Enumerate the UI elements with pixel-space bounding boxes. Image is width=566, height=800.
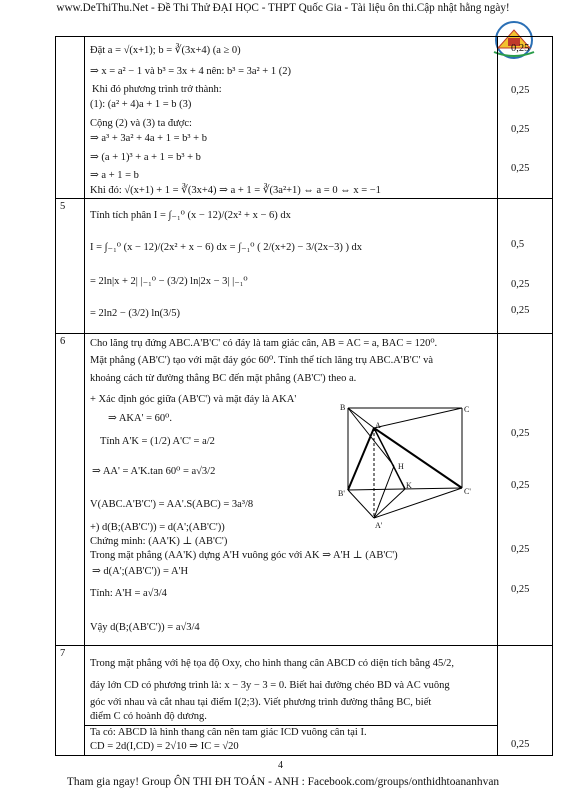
q6-problem-1: Cho lăng trụ đứng ABC.A'B'C' có đáy là tam giác cân, AB = AC = a, BAC = 120⁰. xyxy=(90,338,438,349)
q6-line-4: ⇒ AA' = A'K.tan 60⁰ = a√3/2 xyxy=(92,466,216,477)
prism-figure xyxy=(336,400,486,525)
q6-line-8: Trong mặt phẳng (AA'K) dựng A'H vuông góc với AK ⇒ A'H ⊥ (AB'C') xyxy=(90,550,398,561)
page-header: www.DeThiThu.Net - Đề Thi Thử ĐẠI HỌC - THPT Quốc Gia - Tài liệu ôn thi.Cập nhật hằng ngày! xyxy=(56,2,510,14)
q5-line-2: I = ∫₋₁⁰ (x − 12)/(2x² + x − 6) dx = ∫₋₁⁰ ( 2/(x+2) − 3/(2x−3) ) dx xyxy=(90,242,363,253)
fig-label-a: A xyxy=(375,421,381,430)
q6-line-2: ⇒ AKA' = 60⁰. xyxy=(108,413,172,424)
page-footer: Tham gia ngay! Group ÔN THI ĐH TOÁN - ANH : Facebook.com/groups/onthidhtoananhvan xyxy=(66,776,500,788)
q6-line-3: Tính A'K = (1/2) A'C' = a/2 xyxy=(100,436,215,447)
q4-line-6: ⇒ a³ + 3a² + 4a + 1 = b³ + b xyxy=(90,133,207,144)
page-number: 4 xyxy=(278,760,283,771)
q7-number: 7 xyxy=(60,648,66,659)
q7-line-2: CD = 2d(I,CD) = 2√10 ⇒ IC = √20 xyxy=(90,741,239,752)
q5-number: 5 xyxy=(60,201,66,212)
q7-score-1: 0,25 xyxy=(511,739,530,750)
q4-line-9: Khi đó: √(x+1) + 1 = ∛(3x+4) ⇒ a + 1 = ∛(3a²+1) ⇔ a = 0 ⇔ x = −1 xyxy=(90,185,381,196)
fig-label-h: H xyxy=(398,462,404,471)
q4-score-2: 0,25 xyxy=(511,85,530,96)
q5-score-2: 0,25 xyxy=(511,279,530,290)
q4-line-4: (1): (a² + 4)a + 1 = b (3) xyxy=(90,99,192,110)
q6-line-6: +) d(B;(AB'C')) = d(A';(AB'C')) xyxy=(90,522,225,533)
q6-score-4: 0,25 xyxy=(511,584,530,595)
q6-problem-2: Mặt phẳng (AB'C') tạo với mặt đáy góc 60⁰. Tính thể tích lăng trụ ABC.A'B'C' và xyxy=(90,355,434,366)
q5-score-3: 0,25 xyxy=(511,305,530,316)
q6-score-1: 0,25 xyxy=(511,428,530,439)
q4-line-3: Khi đó phương trình trở thành: xyxy=(92,84,222,95)
q7-problem-2: đáy lớn CD có phương trình là: x − 3y − 3 = 0. Biết hai đường chéo BD và AC vuông xyxy=(90,680,450,691)
q6-problem-3: khoảng cách từ đường thẳng BC đến mặt phẳng (AB'C') theo a. xyxy=(90,373,357,384)
q6-line-5: V(ABC.A'B'C') = AA'.S(ABC) = 3a³/8 xyxy=(90,499,254,510)
q7-line-1: Ta có: ABCD là hình thang cân nên tam giác ICD vuông cân tại I. xyxy=(90,727,367,738)
q4-line-1: Đặt a = √(x+1); b = ∛(3x+4) (a ≥ 0) xyxy=(90,45,241,56)
fig-label-c: C xyxy=(464,405,470,414)
fig-label-a-prime: A' xyxy=(375,521,383,530)
q4-line-7: ⇒ (a + 1)³ + a + 1 = b³ + b xyxy=(90,152,201,163)
q6-score-3: 0,25 xyxy=(511,544,530,555)
q5-score-1: 0,5 xyxy=(511,239,525,250)
q6-line-9: ⇒ d(A';(AB'C')) = A'H xyxy=(92,566,189,577)
q4-score-1: 0,25 xyxy=(511,43,530,54)
q4-line-8: ⇒ a + 1 = b xyxy=(90,170,139,181)
q7-problem-1: Trong mặt phẳng với hệ tọa độ Oxy, cho hình thang cân ABCD có diện tích bằng 45/2, xyxy=(90,658,455,669)
q5-line-1: Tính tích phân I = ∫₋₁⁰ (x − 12)/(2x² + x − 6) dx xyxy=(90,210,291,221)
q6-score-2: 0,25 xyxy=(511,480,530,491)
fig-label-c-prime: C' xyxy=(464,487,471,496)
q7-problem-4: điểm C có hoành độ dương. xyxy=(90,711,207,722)
q5-line-3: = 2ln|x + 2| |₋₁⁰ − (3/2) ln|2x − 3| |₋₁⁰ xyxy=(90,276,248,287)
fig-label-k: K xyxy=(406,481,412,490)
q4-line-2: ⇒ x = a² − 1 và b³ = 3x + 4 nên: b³ = 3a² + 1 (2) xyxy=(90,66,291,77)
q4-line-5: Cộng (2) và (3) ta được: xyxy=(90,118,192,129)
q4-score-4: 0,25 xyxy=(511,163,530,174)
q5-line-4: = 2ln2 − (3/2) ln(3/5) xyxy=(90,308,180,319)
q6-line-11: Vậy d(B;(AB'C')) = a√3/4 xyxy=(90,622,200,633)
q4-score-3: 0,25 xyxy=(511,124,530,135)
fig-label-b-prime: B' xyxy=(338,489,345,498)
q7-problem-3: góc với nhau và cắt nhau tại điểm I(2;3). Viết phương trình đường thẳng BC, biết xyxy=(90,697,432,708)
q6-line-7: Chứng minh: (AA'K) ⊥ (AB'C') xyxy=(90,536,228,547)
fig-label-b: B xyxy=(340,403,346,412)
q6-number: 6 xyxy=(60,336,66,347)
q6-line-1: + Xác định góc giữa (AB'C') và mặt đáy là AKA' xyxy=(90,394,297,405)
q6-line-10: Tính: A'H = a√3/4 xyxy=(90,588,167,599)
